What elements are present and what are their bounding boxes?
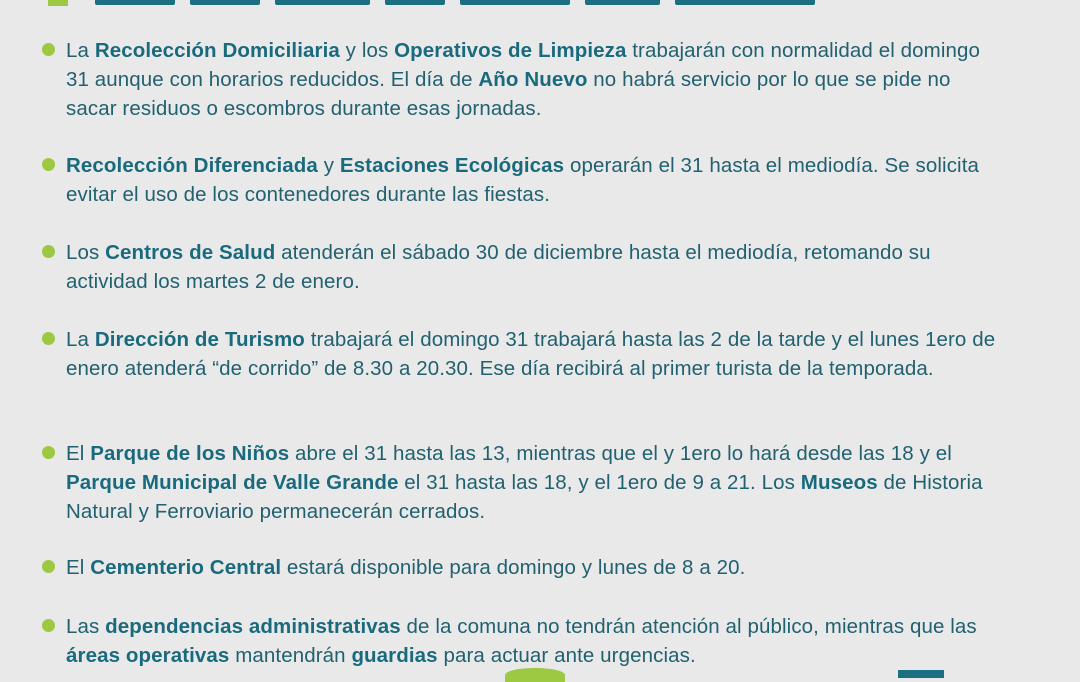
top-bar-2 [190,0,260,5]
bullet-icon [42,446,55,459]
text-segment: trabajará el domingo 31 trabajará hasta las 2 de la tarde y el lunes 1ero de enero atenderá “de corrido” de 8.30 a 20.30. Ese día recibirá al primer turista de la temporada. [66,328,996,380]
bold-segment: Estaciones Ecológicas [339,154,565,177]
text-segment: para actuar ante urgencias. [437,644,696,667]
bullet-icon [42,43,55,56]
top-bar-3 [275,0,370,5]
text-segment: El [66,556,91,579]
text-segment: trabajarán con normalidad el domingo 31 aunque con horarios reducidos. El día de [66,39,981,91]
bold-segment: Parque de los Niños [90,442,290,465]
text-segment: de la comuna no tendrán atención al público, mientras que las [400,615,977,638]
item-text [66,325,996,383]
bold-segment: Operativos de Limpieza [394,39,627,62]
bullet-icon [42,619,55,632]
text-segment: y los [339,39,395,62]
bold-segment: Año Nuevo [478,68,588,91]
bullet-icon [42,332,55,345]
text-segment: abre el 31 hasta las 13, mientras que el y 1ero lo hará desde las 18 y el [289,442,952,465]
text-segment: operarán el 31 hasta el mediodía. Se solicita evitar el uso de los contenedores durante las fiestas. [66,154,980,206]
item-text [66,238,996,296]
bold-segment: Parque Municipal de Valle Grande [66,471,399,494]
item-text [66,553,996,582]
text-segment: La [66,39,95,62]
text-segment: Los [66,241,106,264]
text-segment: El [66,442,91,465]
bold-segment: dependencias administrativas [105,615,401,638]
top-green-square [48,0,68,6]
item-text [66,612,996,670]
item-text [66,36,996,123]
bold-segment: Recolección Diferenciada [66,154,318,177]
top-bar-7 [675,0,815,5]
text-segment: estará disponible para domingo y lunes de 8 a 20. [281,556,746,579]
bold-segment: Museos [800,471,878,494]
bold-segment: Recolección Domiciliaria [94,39,340,62]
bottom-blue-shape [898,670,944,678]
top-bar-6 [585,0,660,5]
bold-segment: guardias [351,644,438,667]
bullet-icon [42,158,55,171]
text-segment: el 31 hasta las 18, y el 1ero de 9 a 21. Los [398,471,801,494]
item-text [66,439,996,526]
top-bar-5 [460,0,570,5]
top-bar-4 [385,0,445,5]
text-segment: atenderán el sábado 30 de diciembre hasta el mediodía, retomando su actividad los martes 2 de enero. [66,241,931,293]
top-bar-1 [95,0,175,5]
bottom-green-shape [505,668,565,682]
item-text [66,151,996,209]
text-segment: La [66,328,95,351]
bullet-icon [42,560,55,573]
bold-segment: Centros de Salud [105,241,276,264]
bold-segment: Dirección de Turismo [94,328,305,351]
text-segment: de Historia Natural y Ferroviario permanecerán cerrados. [66,471,983,523]
text-segment: no habrá servicio por lo que se pide no sacar residuos o escombros durante esas jornadas. [66,68,951,120]
top-decoration [0,0,1080,8]
text-segment: y [317,154,340,177]
bold-segment: áreas operativas [66,644,230,667]
text-segment: mantendrán [229,644,352,667]
text-segment: Las [66,615,106,638]
bold-segment: Cementerio Central [90,556,282,579]
bullet-icon [42,245,55,258]
